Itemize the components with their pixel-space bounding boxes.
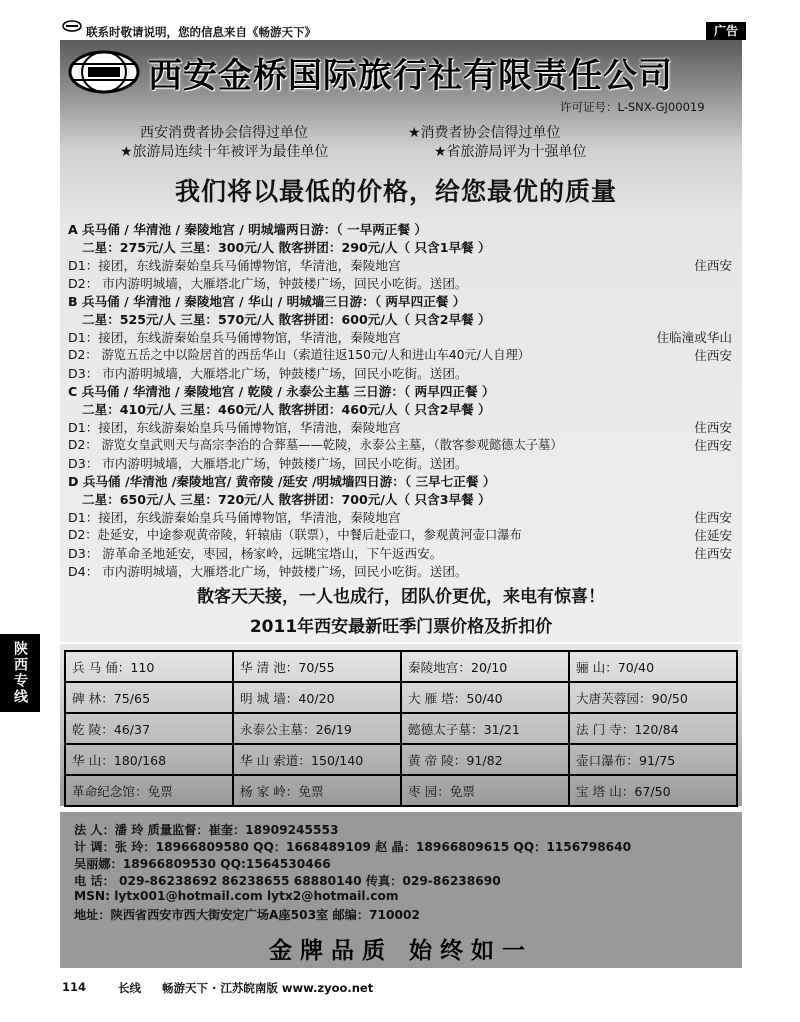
honor-1: 西安消费者协会信得过单位 xyxy=(140,125,308,141)
magazine-credit: 畅游天下 · 江苏皖南版 www.zyoo.net xyxy=(162,981,374,995)
tour-c-day3: D3： 市内游明城墙，大雁塔北广场，钟鼓楼广场，回民小吃街。送团。 xyxy=(68,456,468,471)
tour-b-day2-stay: 住西安 xyxy=(694,348,732,363)
tour-b-day1-stay: 住临潼或华山 xyxy=(656,330,732,345)
tour-d-day1: D1：接团，东线游秦始皇兵马俑博物馆，华清池，秦陵地宫 xyxy=(68,510,401,525)
honor-2: ★消费者协会信得过单位 xyxy=(408,125,561,141)
main-slogan: 我们将以最低的价格，给您最优的质量 xyxy=(174,177,617,206)
promo-slogan: 散客天天接，一人也成行，团队价更优，来电有惊喜！ xyxy=(197,587,605,607)
table-row xyxy=(65,682,737,713)
tour-a-day1: D1：接团，东线游秦始皇兵马俑博物馆，华清池，秦陵地宫 xyxy=(68,258,401,273)
tour-c-day2-stay: 住西安 xyxy=(694,438,732,453)
table-cell: 兵 马 俑：110 xyxy=(65,651,233,682)
tour-b-day3: D3： 市内游明城墙，大雁塔北广场，钟鼓楼广场，回民小吃街。送团。 xyxy=(68,366,468,381)
table-cell: 枣 园：免票 xyxy=(401,775,569,806)
table-cell: 乾 陵：46/37 xyxy=(65,713,233,744)
ad-label: 广告 xyxy=(706,22,746,40)
contact-phone: 电 话： 029-86238692 86238655 68880140 传真：029-86238690 xyxy=(74,874,501,888)
tour-b-price: 二星：525元/人 三星：570元/人 散客拼团：600元/人（ 只含2早餐 ） xyxy=(82,312,491,327)
section-name: 长线 xyxy=(118,981,141,995)
tour-c-day1-stay: 住西安 xyxy=(694,420,732,435)
section-side-tab: 陕西专线 xyxy=(0,634,40,712)
contact-planner-wu: 吴丽娜：18966809530 QQ:1564530466 xyxy=(74,857,331,871)
table-row xyxy=(65,651,737,682)
contact-address: 地址：陕西省西安市西大街安定广场A座503室 邮编：710002 xyxy=(74,908,420,922)
tour-d-day2-stay: 住延安 xyxy=(694,528,732,543)
table-cell: 骊 山：70/40 xyxy=(569,651,737,682)
table-cell: 明 城 墙：40/20 xyxy=(233,682,401,713)
tour-d-day1-stay: 住西安 xyxy=(694,510,732,525)
table-cell: 壶口瀑布：91/75 xyxy=(569,744,737,775)
tour-d-day4: D4： 市内游明城墙，大雁塔北广场，钟鼓楼广场，回民小吃街。送团。 xyxy=(68,564,468,579)
tour-c-day2: D2： 游览女皇武则天与高宗李治的合葬墓——乾陵，永泰公主墓，（散客参观懿德太子墓） xyxy=(68,438,563,452)
table-cell: 大唐芙蓉园：90/50 xyxy=(569,682,737,713)
tour-b-day2: D2： 游览五岳之中以险居首的西岳华山（索道往返150元/人和进山车40元/人自理） xyxy=(68,348,531,362)
tour-d-day2: D2：赴延安，中途参观黄帝陵，轩辕庙（联票），中餐后赴壶口，参观黄河壶口瀑布 xyxy=(68,528,522,542)
tour-c-price: 二星：410元/人 三星：460元/人 散客拼团：460元/人（ 只含2早餐 ） xyxy=(82,402,491,417)
tour-a-day2: D2： 市内游明城墙，大雁塔北广场，钟鼓楼广场，回民小吃街。送团。 xyxy=(68,276,468,291)
tour-c-day1: D1：接团，东线游秦始皇兵马俑博物馆，华清池，秦陵地宫 xyxy=(68,420,401,435)
table-row xyxy=(65,775,737,806)
license-number: 许可证号：L-SNX-GJ00019 xyxy=(560,100,705,114)
tour-d-day3-stay: 住西安 xyxy=(694,546,732,561)
tour-d-title: D 兵马俑 /华清池 /秦陵地宫/ 黄帝陵 /延安 /明城墙四日游：（ 三早七正餐 ） xyxy=(68,474,496,489)
table-cell: 永泰公主墓：26/19 xyxy=(233,713,401,744)
company-name: 西安金桥国际旅行社有限责任公司 xyxy=(148,56,673,96)
table-cell: 大 雁 塔：50/40 xyxy=(401,682,569,713)
table-cell: 华 山 索道：150/140 xyxy=(233,744,401,775)
tickets-title: 2011年西安最新旺季门票价格及折扣价 xyxy=(249,617,553,637)
tour-a-day1-stay: 住西安 xyxy=(694,258,732,273)
ticket-price-table xyxy=(64,650,738,807)
table-cell: 杨 家 岭：免票 xyxy=(233,775,401,806)
table-cell: 革命纪念馆：免票 xyxy=(65,775,233,806)
tour-c-title: C 兵马俑 / 华清池 / 秦陵地宫 / 乾陵 / 永泰公主墓 三日游：（ 两早四正餐 ） xyxy=(68,384,495,399)
tour-a-price: 二星：275元/人 三星：300元/人 散客拼团：290元/人（ 只含1早餐 ） xyxy=(82,240,491,255)
globe-logo-icon xyxy=(68,50,140,94)
table-cell: 华 清 池：70/55 xyxy=(233,651,401,682)
page-number: 114 xyxy=(62,980,87,994)
honor-4: ★省旅游局评为十强单位 xyxy=(434,144,587,160)
tour-b-day1: D1：接团，东线游秦始皇兵马俑博物馆，华清池，秦陵地宫 xyxy=(68,330,401,345)
contact-planners: 计 调：张 玲：18966809580 QQ：1668489109 赵 晶：18966809615 QQ：1156798640 xyxy=(74,840,632,854)
table-cell: 法 门 寺：120/84 xyxy=(569,713,737,744)
honor-3: ★旅游局连续十年被评为最佳单位 xyxy=(120,144,329,160)
tour-d-day3: D3： 游革命圣地延安，枣园，杨家岭，远眺宝塔山，下午返西安。 xyxy=(68,546,443,561)
magazine-logo-icon xyxy=(62,20,82,32)
table-cell: 宝 塔 山：67/50 xyxy=(569,775,737,806)
contact-legal-person: 法 人：潘 玲 质量监督：崔奎：18909245553 xyxy=(74,823,339,837)
tour-a-title: A 兵马俑 / 华清池 / 秦陵地宫 / 明城墙两日游：（ 一早两正餐 ） xyxy=(68,222,427,237)
table-cell: 华 山：180/168 xyxy=(65,744,233,775)
table-row xyxy=(65,713,737,744)
table-cell: 秦陵地宫：20/10 xyxy=(401,651,569,682)
source-notice: 联系时敬请说明，您的信息来自《畅游天下》 xyxy=(86,25,316,39)
footer-slogan: 金牌品质 始终如一 xyxy=(268,938,533,964)
tour-b-title: B 兵马俑 / 华清池 / 秦陵地宫 / 华山 / 明城墙三日游：（ 两早四正餐 ） xyxy=(68,294,466,309)
table-cell: 懿德太子墓：31/21 xyxy=(401,713,569,744)
table-cell: 黄 帝 陵：91/82 xyxy=(401,744,569,775)
tour-d-price: 二星：650元/人 三星：720元/人 散客拼团：700元/人（ 只含3早餐 ） xyxy=(82,492,491,507)
table-row xyxy=(65,744,737,775)
table-cell: 碑 林：75/65 xyxy=(65,682,233,713)
contact-msn: MSN: lytx001@hotmail.com lytx2@hotmail.com xyxy=(74,889,399,903)
